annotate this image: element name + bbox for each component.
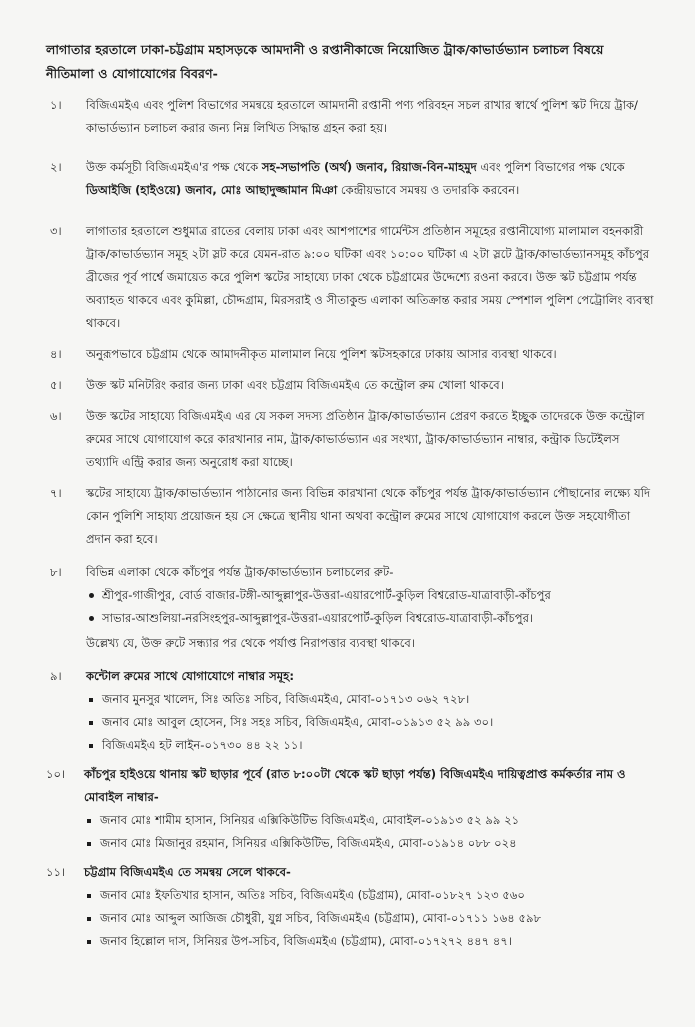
item-text: উক্ত স্কটের সাহায্যে বিজিএমইএ এর যে সকল সদস্য প্রতিষ্ঠান ট্রাক/কাভার্ডভ্যান প্রেরণ করতে ইচ্ছুক তাদেরকে উক্ত কন্ট্রোল রুমের সাথে যোগাযোগ করে কারখানার নাম, ট্রাক/কাভার্ডভ্যান এর সংখ্যা, ট্রাক/কাভার্ডভ্যান নাম্বার, কন্ট্রাক ডিটেইলস তথ্যাদি এন্ট্রি করার জন্য অনুরোধ করা যাচ্ছে। (86, 409, 645, 469)
item-text-part: উক্ত কর্মসূচী বিজিএমইএ'র পক্ষ থেকে (86, 160, 262, 174)
item-number: ৮। (50, 565, 62, 579)
contact-item: বিজিএমইএ হট লাইন-০১৭৩০ ৪৪ ২২ ১১। (86, 734, 655, 757)
item-number: ৪। (50, 347, 62, 361)
chittagong-heading: চট্টগ্রাম বিজিএমইএ তে সমন্বয় সেলে থাকবে- (84, 865, 291, 879)
item-text: অনুরূপভাবে চট্টগ্রাম থেকে আমাদনীকৃত মালামাল নিয়ে পুলিশ স্কটসহকারে ঢাকায় আসার ব্যবস্থা থাকবে। (86, 347, 557, 361)
route-item: শ্রীপুর-গাজীপুর, বোর্ড বাজার-টঙ্গী-আব্দুল্লাপুর-উত্তরা-এয়ারপোর্ট-কুড়িল বিশ্বরোড-যাত্রাবাড়ী-কাঁচপুর (86, 584, 655, 607)
item-number: ৩। (50, 224, 62, 238)
routes-note: উল্লেখ্য যে, উক্ত রুটে সন্ধ্যার পর থেকে পর্যাপ্ত নিরাপত্তার ব্যবস্থা থাকবে। (86, 636, 416, 650)
item-text: বিজিএমইএ এবং পুলিশ বিভাগের সমন্বয়ে হরতালে আমদানী রপ্তানী পণ্য পরিবহন সচল রাখার স্বার্থে পুলিশ স্কট দিয়ে ট্রাক/কাভার্ডভ্যান চলাচল করার জন্য নিম্ন লিখিত সিদ্ধান্ত গ্রহন করা হয়। (86, 98, 638, 135)
contact-item: জনাব মোঃ ইফতিখার হাসান, অতিঃ সচিব, বিজিএমইএ (চট্টগ্রাম), মোবা-০১৮২৭ ১২৩ ৫৬০ (84, 884, 655, 907)
contact-item: জনাব মোঃ মিজানুর রহমান, সিনিয়র এক্সিকিউটিভ, বিজিএমইএ, মোবা-০১৯১৪ ০৮৮ ০২৪ (84, 832, 655, 855)
control-room-heading: কন্টোল রুমের সাথে যোগাযোগে নাম্বার সমূহ: (86, 669, 294, 683)
kanchpur-contacts (84, 809, 655, 855)
item-text-part: কেন্দ্রীয়ভাবে সমন্বয় ও তদারকি করবেন। (337, 183, 520, 197)
item-number: ১০। (46, 767, 66, 781)
item-6 (46, 405, 655, 474)
item-9-control-room (46, 665, 655, 757)
item-number: ২। (50, 160, 62, 174)
item-text-part: এবং পুলিশ বিভাগের পক্ষ থেকে (476, 160, 625, 174)
item-number: ৫। (50, 378, 62, 392)
item-3 (46, 220, 655, 335)
item-4 (46, 343, 655, 366)
item-text: উক্ত স্কট মনিটরিং করার জন্য ঢাকা এবং চট্টগ্রাম বিজিএমইএ তে কন্ট্রোল রুম খোলা থাকবে। (86, 378, 504, 392)
kanchpur-heading: কাঁচপুর হাইওয়ে থানায় স্কট ছাড়ার পূর্বে (রাত ৮:০০টা থেকে স্কট ছাড়া পর্যন্ত) বিজিএমইএ দায়িত্বপ্রাপ্ত কর্মকর্তার নাম ও মোবাইল নাম্বার- (84, 767, 626, 804)
item-text: স্কটের সাহায্যে ট্রাক/কাভার্ডভ্যান পাঠানোর জন্য বিভিন্ন কারখানা থেকে কাঁচপুর পর্যন্ত ট্রাক/কাভার্ডভ্যান পৌছানোর লক্ষ্যে যদি কোন পুলিশি সাহায্য প্রয়োজন হয় সে ক্ষেত্রে স্থানীয় থানা অথবা কন্ট্রোল রুমের সাথে যোগাযোগ করলে উক্ত সহযোগীতা প্রদান করা হবে। (86, 486, 651, 546)
item-text (86, 156, 655, 202)
route-item: সাভার-আশুলিয়া-নরসিংহপুর-আব্দুল্লাপুর-উত্তরা-এয়ারপোর্ট-কুড়িল বিশ্বরোড-যাত্রাবাড়ী-কাঁচপুর। (86, 607, 655, 630)
item-8-routes (46, 561, 655, 655)
dig-name: ডিআইজি (হাইওয়ে) জনাব, মোঃ আছাদুজ্জামান মিঞা (86, 183, 338, 197)
contact-item: জনাব মোঃ শামীম হাসান, সিনিয়র এক্সিকিউটিভ বিজিএমইএ, মোবাইল-০১৯১৩ ৫২ ৯৯ ২১ (84, 809, 655, 832)
contact-item: জনাব মুনসুর খালেদ, সিঃ অতিঃ সচিব, বিজিএমইএ, মোবা-০১৭১৩ ০৬২ ৭২৮। (86, 688, 655, 711)
item-number: ১। (50, 98, 62, 112)
contact-item: জনাব হিল্লোল দাস, সিনিয়র উপ-সচিব, বিজিএমইএ (চট্টগ্রাম), মোবা-০১৭২৭২ ৪৪৭ ৪৭। (84, 930, 655, 953)
item-number: ১১। (46, 865, 66, 879)
document-title: লাগাতার হরতালে ঢাকা-চট্টগ্রাম মহাসড়কে আমদানী ও রপ্তানীকাজে নিয়োজিত ট্রাক/কাভার্ডভ্যান চলাচল বিষয়ে নীতিমালা ও যোগাযোগের বিবরণ- (46, 42, 604, 81)
item-10-kanchpur (46, 763, 655, 855)
vice-president-name: সহ-সভাপতি (অর্থ) জনাব, রিয়াজ-বিন-মাহমুদ (261, 160, 477, 174)
item-7 (46, 482, 655, 551)
routes-list (86, 584, 655, 630)
item-text: লাগাতার হরতালে শুধুমাত্র রাতের বেলায় ঢাকা এবং আশপাশের গার্মেন্টস প্রতিষ্ঠান সমূহের রপ্তানীযোগ্য মালামাল বহনকারী ট্রাক/কাভার্ডভ্যান সমূহ ২টা স্লট করে যেমন-রাত ৯:০০ ঘটিকা এবং ১০:০০ ঘটিকা এ ২টা স্লটে ট্রাক/কাভার্ডভ্যানসমূহ কাঁচপুর ব্রীজের পূর্ব পার্শ্বে জমায়েত করে পুলিশ স্কটের সাহায্যে ঢাকা থেকে চট্টগ্রামের উদ্দেশ্যে রওনা করবে। উক্ত স্কট চট্টগ্রাম পর্যন্ত অব্যাহত থাকবে এবং কুমিল্লা, চৌদ্দগ্রাম, মিরসরাই ও সীতাকুন্ড এলাকা অতিক্রান্ত করার সময় স্পেশাল পুলিশ পেট্রোলিং ব্যবস্থা থাকবে। (86, 224, 654, 330)
control-room-contacts (86, 688, 655, 757)
contact-item: জনাব মোঃ আবুল হোসেন, সিঃ সহঃ সচিব, বিজিএমইএ, মোবা-০১৯১৩ ৫২ ৯৯ ৩০। (86, 711, 655, 734)
item-number: ৯। (50, 669, 62, 683)
item-11-chittagong (46, 861, 655, 953)
item-number: ৭। (50, 486, 62, 500)
chittagong-contacts (84, 884, 655, 953)
routes-heading: বিভিন্ন এলাকা থেকে কাঁচপুর পর্যন্ত ট্রাক/কাভার্ডভ্যান চলাচলের রুট- (86, 565, 394, 579)
item-1 (46, 94, 655, 140)
item-2 (46, 156, 655, 202)
contact-item: জনাব মোঃ আব্দুল আজিজ চৌধুরী, যুগ্ন সচিব, বিজিএমইএ (চট্টগ্রাম), মোবা-০১৭১১ ১৬৪ ৫৯৮ (84, 907, 655, 930)
item-number: ৬। (50, 409, 62, 423)
item-5 (46, 374, 655, 397)
